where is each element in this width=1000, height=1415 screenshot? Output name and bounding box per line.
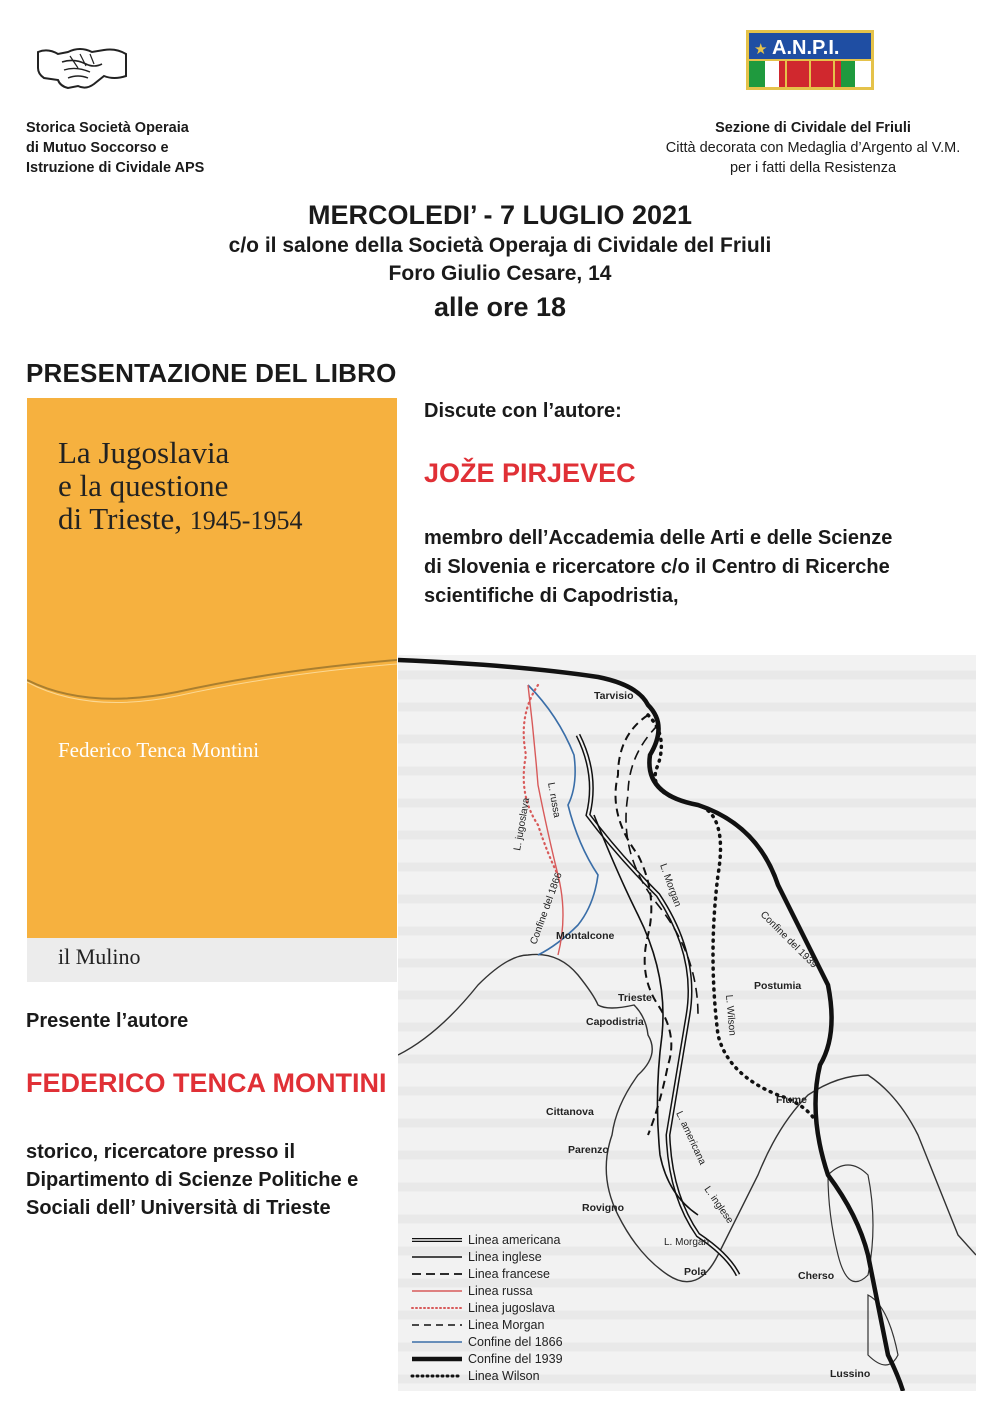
map-line-label: Confine del 1939 [757,909,820,971]
organizer-left [26,118,204,178]
legend-item: Linea Morgan [468,1318,545,1332]
book-title-text: di Trieste, [58,501,183,536]
map-line-label: L. inglese [701,1184,736,1226]
map-line-label: L. jugoslava [512,797,533,852]
map-place-label: Cittanova [546,1106,594,1118]
map-line-label: L. Morgan [664,1237,710,1248]
map-line-label: Confine del 1866 [528,871,565,947]
svg-text:★: ★ [754,41,768,58]
discussant-name: JOŽE PIRJEVEC [424,458,636,488]
organizer-right-line: Sezione di Cividale del Friuli [715,120,911,136]
discussant-bio-line: membro dell’Accademia delle Arti e delle Scienze [424,527,893,549]
organizer-left-line: di Mutuo Soccorso e [26,140,169,156]
event-location: c/o il salone della Società Operaja di Cividale del Friuli [228,234,772,257]
map-place-label: Tarvisio [594,690,634,702]
discussant-bio-line: di Slovenia e ricercatore c/o il Centro di Ricerche [424,556,890,578]
section-title: PRESENTAZIONE DEL LIBRO [26,358,397,388]
map-place-label: Fiume [776,1094,807,1106]
map-place-label: Rovigno [582,1202,624,1214]
organizer-left-line: Storica Società Operaia [26,120,189,136]
author-bio [26,1138,406,1222]
map-place-label: Postumia [754,980,802,992]
event-date: MERCOLEDI’ - 7 LUGLIO 2021 [307,200,693,230]
legend-item: Linea jugoslava [468,1301,555,1315]
map-place-label: Montalcone [556,930,615,942]
legend-item: Linea inglese [468,1250,542,1264]
discussant-bio-line: scientifiche di Capodristia, [424,585,679,607]
map-line-label: L. russa [545,781,563,819]
map-line-label: L. Morgan [657,862,683,909]
author-bio-line: Sociali dell’ Università di Trieste [26,1197,331,1219]
legend-item: Linea americana [468,1233,561,1247]
handshake-icon [34,40,130,92]
map-place-label: Cherso [798,1270,835,1282]
book-author: Federico Tenca Montini [58,738,260,762]
anpi-logo-text: A.N.P.I. [772,37,840,59]
map-place-label: Lussino [830,1368,871,1380]
author-bio-line: storico, ricercatore presso il [26,1141,296,1163]
map-line-label: L. Wilson [723,994,738,1037]
book-title-line: e la questione [58,468,229,503]
map-line-label: L. americana [673,1109,708,1167]
map-place-label: Parenzo [568,1144,609,1156]
book-title-line: La Jugoslavia [58,435,230,470]
handshake-logo [34,40,130,92]
organizer-right-line: per i fatti della Resistenza [729,160,897,176]
organizer-left-line: Istruzione di Cividale APS [26,160,205,176]
map-place-label: Capodistria [586,1016,644,1028]
author-name: FEDERICO TENCA MONTINI [26,1068,387,1098]
discussant-bio [424,524,964,611]
organizer-right [648,118,978,178]
cover-wave [27,640,397,720]
event-time: alle ore 18 [433,292,567,322]
book-title [58,436,302,537]
event-address: Foro Giulio Cesare, 14 [388,262,612,285]
map-place-label: Trieste [618,992,652,1004]
legend-item: Confine del 1939 [468,1352,563,1366]
legend-item: Linea russa [468,1284,533,1298]
legend-item: Linea francese [468,1267,551,1281]
map-place-label: Pola [684,1266,707,1278]
legend-item: Linea Wilson [468,1369,540,1383]
book-publisher: il Mulino [58,944,141,969]
book-title-line [58,502,302,537]
discussant-intro: Discute con l’autore: [424,400,622,422]
anpi-logo [746,30,874,90]
organizer-right-line: Città decorata con Medaglia d’Argento al V.M. [665,140,961,156]
legend-item: Confine del 1866 [468,1335,563,1349]
author-bio-line: Dipartimento di Scienze Politiche e [26,1169,359,1191]
border-lines-map [398,655,976,1391]
author-intro: Presente l’autore [26,1010,189,1032]
book-title-years: 1945-1954 [189,506,303,535]
